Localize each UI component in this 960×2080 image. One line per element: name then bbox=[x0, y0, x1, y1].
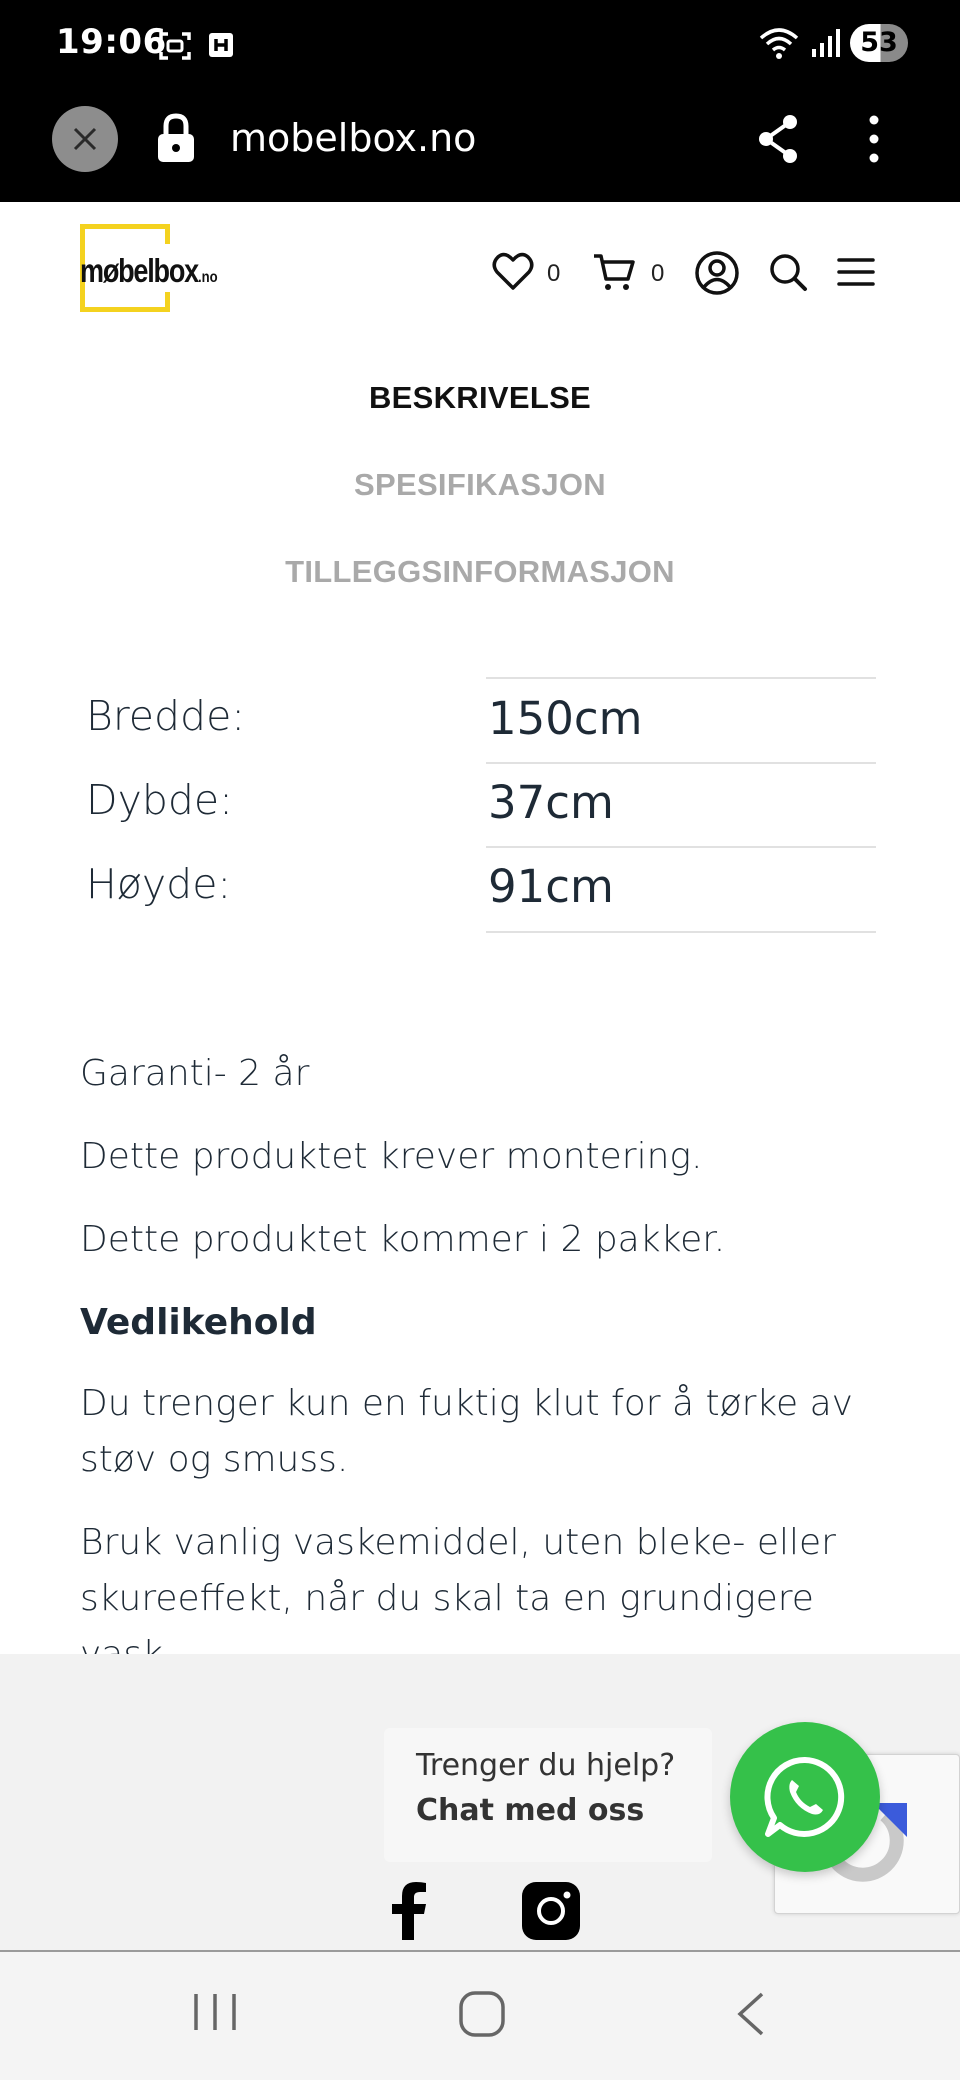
assembly-text: Dette produktet krever montering. bbox=[80, 1136, 703, 1177]
maintenance-text-2: Bruk vanlig vaskemiddel, uten bleke- eller skureeffekt, når du skal ta en grundigere bbox=[80, 1522, 836, 1619]
spec-divider bbox=[486, 677, 876, 679]
chat-help-bubble[interactable] bbox=[384, 1728, 712, 1862]
tab-beskrivelse[interactable]: BESKRIVELSE bbox=[368, 380, 592, 415]
logo-text: møbelbox.no bbox=[80, 252, 218, 289]
cart-icon[interactable] bbox=[592, 252, 636, 292]
lock-icon[interactable] bbox=[154, 112, 198, 166]
home-icon[interactable] bbox=[458, 1990, 506, 2038]
site-logo[interactable] bbox=[80, 224, 234, 312]
site-header bbox=[0, 202, 960, 332]
status-right-group bbox=[758, 24, 908, 62]
maintenance-heading: Vedlikehold bbox=[80, 1302, 317, 1343]
status-bar bbox=[0, 0, 960, 90]
share-icon[interactable] bbox=[754, 112, 802, 166]
search-icon[interactable] bbox=[768, 252, 808, 292]
url-field[interactable]: mobelbox.no bbox=[230, 116, 477, 160]
maintenance-text-1: Du trenger kun en fuktig klut for å tørke av støv og smuss. bbox=[80, 1383, 853, 1480]
chat-cta: Chat med oss bbox=[416, 1793, 645, 1828]
cart-count: 0 bbox=[651, 260, 665, 287]
warranty-text: Garanti- 2 år bbox=[80, 1053, 310, 1094]
packages-text: Dette produktet kommer i 2 pakker. bbox=[80, 1219, 726, 1260]
spec-divider bbox=[486, 762, 876, 764]
spec-divider bbox=[486, 846, 876, 848]
battery-indicator: 53 bbox=[850, 24, 908, 62]
spec-divider bbox=[486, 931, 876, 933]
system-nav-bar bbox=[0, 1950, 960, 2080]
more-vert-icon[interactable] bbox=[860, 112, 888, 166]
spec-label-width: Bredde: bbox=[86, 692, 246, 740]
spec-value-width: 150cm bbox=[488, 692, 643, 745]
screenshot-icon bbox=[158, 30, 192, 62]
tab-tilleggsinformasjon[interactable]: TILLEGGSINFORMASJON bbox=[285, 554, 675, 589]
heart-icon[interactable] bbox=[492, 252, 534, 292]
close-icon bbox=[72, 126, 98, 152]
signal-icon bbox=[810, 27, 840, 59]
account-icon[interactable] bbox=[694, 250, 740, 296]
close-tab-button[interactable] bbox=[52, 106, 118, 172]
chat-prompt: Trenger du hjelp? bbox=[416, 1748, 676, 1783]
whatsapp-icon bbox=[760, 1752, 850, 1842]
spec-value-depth: 37cm bbox=[488, 776, 614, 829]
browser-toolbar bbox=[0, 90, 960, 202]
facebook-icon[interactable] bbox=[384, 1882, 434, 1940]
status-time: 19:06 bbox=[56, 22, 167, 62]
instagram-icon[interactable] bbox=[522, 1882, 580, 1940]
spec-label-depth: Dybde: bbox=[86, 776, 233, 824]
wifi-icon bbox=[758, 26, 800, 60]
hamburger-menu-icon[interactable] bbox=[836, 252, 876, 292]
whatsapp-chat-button[interactable] bbox=[730, 1722, 880, 1872]
spec-value-height: 91cm bbox=[488, 860, 614, 913]
spec-label-height: Høyde: bbox=[86, 860, 232, 908]
tab-spesifikasjon[interactable]: SPESIFIKASJON bbox=[354, 467, 606, 502]
recent-apps-icon[interactable] bbox=[190, 1990, 240, 2034]
back-icon[interactable] bbox=[734, 1990, 768, 2038]
h-badge-icon bbox=[208, 30, 234, 60]
wishlist-count: 0 bbox=[547, 260, 561, 287]
